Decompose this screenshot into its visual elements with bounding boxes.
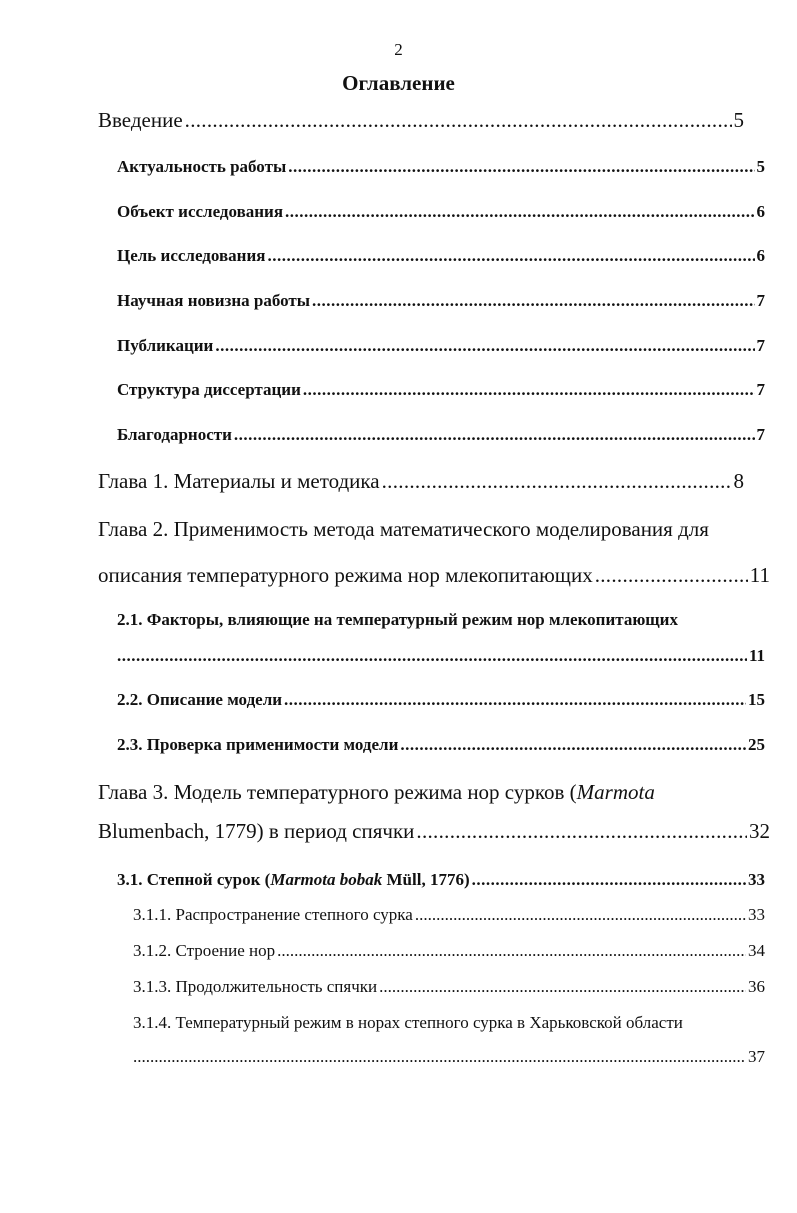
toc-entry-chapter-1[interactable]: [98, 469, 744, 494]
dot-leader: [400, 735, 746, 755]
toc-entry-intro[interactable]: [98, 108, 744, 133]
toc-entry-publications[interactable]: [117, 336, 765, 356]
toc-entry-page: 33: [748, 905, 765, 924]
toc-entry-title: Цель исследования: [117, 246, 266, 265]
toc-entry-title: [117, 870, 470, 890]
toc-entry-title-part: Глава 3. Модель температурного режима нор сурков (: [98, 780, 577, 804]
toc-entry-3-1-1[interactable]: [133, 905, 765, 925]
toc-entry-page: 11: [748, 646, 765, 665]
dot-leader: [267, 246, 754, 266]
toc-entry-title: Публикации: [117, 336, 214, 355]
toc-entry-title-suffix: Müll, 1776): [382, 870, 470, 889]
dot-leader: [117, 646, 747, 666]
toc-entry-3-1-3[interactable]: [133, 977, 765, 997]
toc-entry-2-1[interactable]: [117, 646, 765, 666]
toc-entry-title-prefix: 3.1. Степной сурок (: [117, 870, 271, 889]
toc-entry-page: 33: [748, 870, 765, 889]
toc-entry-object[interactable]: [117, 202, 765, 222]
toc-entry-page: 7: [756, 291, 765, 310]
toc-entry-title: Структура диссертации: [117, 380, 301, 399]
toc-entry-page: 11: [749, 563, 770, 587]
toc-entry-page: 7: [756, 380, 765, 399]
toc-entry-2-1-title[interactable]: 2.1. Факторы, влияющие на температурный режим нор млекопитающих: [117, 610, 678, 629]
toc-title: Оглавление: [342, 71, 455, 95]
dot-leader: [215, 336, 754, 356]
toc-entry-chapter-2[interactable]: [98, 563, 770, 588]
toc-entry-page: 6: [756, 246, 765, 265]
toc-entry-page: 7: [756, 336, 765, 355]
toc-entry-chapter-3[interactable]: [98, 819, 770, 844]
toc-entry-2-3[interactable]: [117, 735, 765, 755]
dot-leader: [303, 380, 755, 400]
toc-entry-title: 2.2. Описание модели: [117, 690, 283, 709]
toc-entry-title: 3.1.3. Продолжительность спячки: [133, 977, 378, 996]
page-number: 2: [394, 40, 403, 59]
dot-leader: [133, 1047, 746, 1067]
dot-leader: [379, 977, 746, 997]
toc-entry-chapter-3-line1[interactable]: [98, 780, 655, 805]
toc-entry-title: 3.1.1. Распространение степного сурка: [133, 905, 413, 924]
toc-entry-3-1-2[interactable]: [133, 941, 765, 961]
toc-entry-page: 37: [748, 1047, 765, 1066]
toc-entry-title: Актуальность работы: [117, 157, 287, 176]
toc-entry-goal[interactable]: [117, 246, 765, 266]
toc-entry-page: 25: [748, 735, 765, 754]
toc-entry-page: 7: [756, 425, 765, 444]
dot-leader: [288, 157, 754, 177]
toc-entry-3-1[interactable]: [117, 870, 765, 890]
dot-leader: [234, 425, 755, 445]
toc-entry-title-italic: Marmota bobak: [270, 870, 383, 889]
toc-entry-title: Благодарности: [117, 425, 232, 444]
toc-entry-title: 3.1.2. Строение нор: [133, 941, 276, 960]
toc-entry-page: 5: [756, 157, 765, 176]
dot-leader: [382, 469, 732, 494]
toc-entry-title-italic: Marmota: [576, 780, 655, 804]
toc-entry-structure[interactable]: [117, 380, 765, 400]
toc-entry-page: 15: [748, 690, 765, 709]
dot-leader: [595, 563, 748, 588]
toc-entry-relevance[interactable]: [117, 157, 765, 177]
toc-entry-novelty[interactable]: [117, 291, 765, 311]
toc-entry-title: Глава 1. Материалы и методика: [98, 469, 380, 493]
toc-entry-page: 34: [748, 941, 765, 960]
dot-leader: [284, 690, 746, 710]
toc-entry-3-1-4[interactable]: [133, 1047, 765, 1067]
toc-entry-page: 8: [733, 469, 744, 493]
toc-entry-title: Объект исследования: [117, 202, 284, 221]
toc-entry-acknowledgements[interactable]: [117, 425, 765, 445]
toc-entry-title: описания температурного режима нор млекопитающих: [98, 563, 593, 587]
toc-entry-chapter-2-line1[interactable]: Глава 2. Применимость метода математического моделирования для: [98, 517, 709, 541]
dot-leader: [472, 870, 746, 890]
dot-leader: [285, 202, 754, 222]
toc-entry-title: 2.3. Проверка применимости модели: [117, 735, 399, 754]
toc-entry-2-2[interactable]: [117, 690, 765, 710]
dot-leader: [415, 905, 746, 925]
toc-entry-title: Научная новизна работы: [117, 291, 311, 310]
dot-leader: [185, 108, 732, 133]
toc-entry-page: 32: [749, 819, 770, 843]
toc-entry-page: 5: [733, 108, 744, 132]
toc-entry-page: 36: [748, 977, 765, 996]
toc-entry-title: Blumenbach, 1779) в период спячки: [98, 819, 415, 843]
dot-leader: [416, 819, 747, 844]
dot-leader: [277, 941, 746, 961]
toc-entry-3-1-4-title[interactable]: 3.1.4. Температурный режим в норах степного сурка в Харьковской области: [133, 1013, 683, 1032]
toc-entry-title: Введение: [98, 108, 183, 132]
dot-leader: [312, 291, 754, 311]
toc-entry-page: 6: [756, 202, 765, 221]
